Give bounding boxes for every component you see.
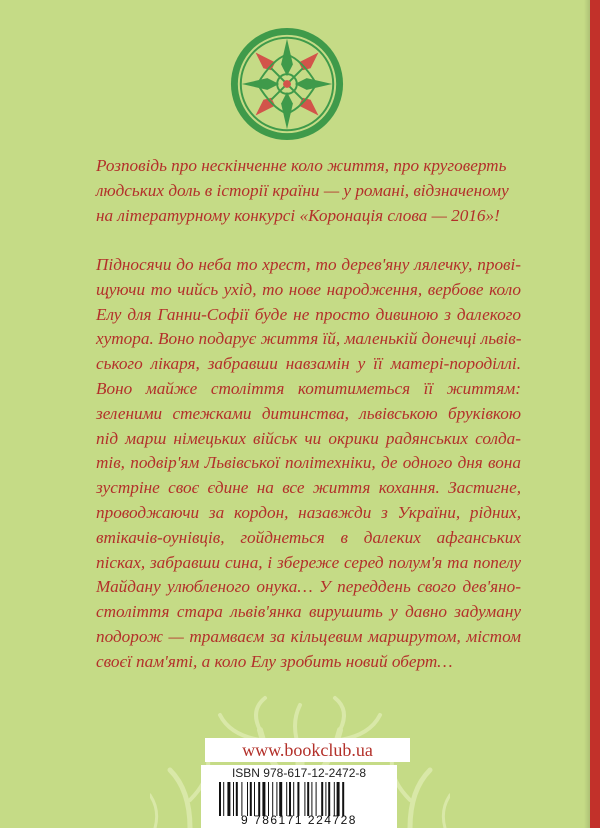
description-line: ського лікаря, забравши навзамін у її матері-породіллі. <box>96 354 521 374</box>
description-line: Майдану улюбленого онука… У переддень свого дев'яно- <box>96 577 521 597</box>
intro-line: Розповідь про нескінченне коло життя, про круговерть <box>96 156 507 175</box>
description-line: тів, подвір'ям Львівської політехніки, де одного дня вона <box>96 453 521 473</box>
description-line: проводжаючи за кордон, назавжди з України, рідних, <box>96 502 521 522</box>
description-line: хутора. Воно подарує життя їй, маленькій донечці львів- <box>96 329 522 349</box>
description-line: під марш німецьких військ чи окрики радянських солда- <box>96 428 521 448</box>
description-line: Воно майже століття котитиметься її життям: <box>96 378 521 398</box>
intro-paragraph <box>96 154 526 228</box>
description-line: подорож — трамваєм за кільцевим маршрутом, містом <box>96 626 521 646</box>
isbn-label: ISBN 978-617-12-2472-8 <box>231 766 367 780</box>
description-line: своєї пам'яті, а коло Елу зробить новий оберт… <box>96 651 453 671</box>
description-line: пісках, забравши сина, і збереже серед полум'я та попелу <box>96 552 521 572</box>
description-line: століття стара львів'янка вирушить у давно задуману <box>96 602 521 622</box>
description-line: зустріне своє єдине на все життя кохання. Застигне, <box>96 478 521 498</box>
description-line: щуючи то чийсь ухід, то нове народження, вербове коло <box>96 279 521 299</box>
barcode-icon <box>217 782 393 816</box>
intro-line: на літературному конкурсі «Коронація слова — 2016»! <box>96 205 500 225</box>
description-paragraph <box>96 253 521 675</box>
description-line: втікачів-оунівців, гойднеться в далеких афганських <box>96 527 521 547</box>
description-line: Елу для Ганни-Софії буде не просто дивиною з далекого <box>96 304 521 324</box>
description-line: Підносячи до неба то хрест, то дерев'яну лялечку, прові- <box>96 255 521 274</box>
spine-edge <box>590 0 600 828</box>
intro-line: людських доль в історії країни — у романі, відзначеному <box>96 180 509 200</box>
barcode-digits: 9 786171 224728 <box>241 813 357 827</box>
barcode-area <box>201 765 397 828</box>
publisher-website-link[interactable]: www.bookclub.ua <box>205 738 410 762</box>
description-line: зеленими стежками дитинства, львівською бруківкою <box>96 403 521 423</box>
circular-ornament-icon <box>228 25 346 143</box>
